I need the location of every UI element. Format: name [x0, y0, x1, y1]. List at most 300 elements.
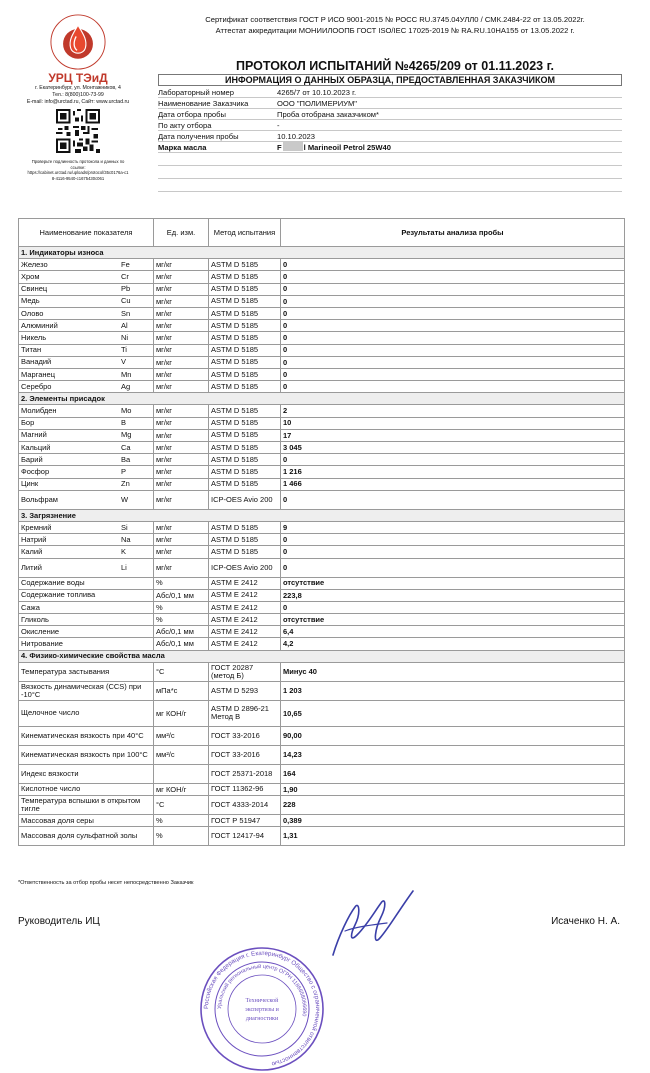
indicator-name: Хром [21, 272, 40, 282]
method-cell: ГОСТ 20287 (метод Б) [209, 662, 281, 681]
method-cell: ASTM E 2412 [209, 589, 281, 601]
indicator-name: Фосфор [21, 467, 50, 477]
table-row [19, 521, 625, 533]
method-cell: ASTM E 2412 [209, 577, 281, 589]
method-cell: ГОСТ 33-2016 [209, 745, 281, 764]
verification-line: Проверьте подлинность протокола и данных по [31, 159, 125, 165]
table-row [19, 783, 625, 795]
info-label: Лабораторный номер [158, 88, 234, 97]
svg-text:Технической: Технической [245, 998, 279, 1004]
oil-brand-label: Марка масла [158, 143, 207, 152]
info-value: Проба отобрана заказчиком* [277, 110, 379, 119]
table-row [19, 726, 625, 745]
indicator-cell [19, 521, 154, 533]
result-cell: Минус 40 [281, 662, 625, 681]
method-cell: ASTM D 5185 [209, 454, 281, 466]
result-cell: 0 [281, 307, 625, 319]
method-cell: ASTM E 2412 [209, 626, 281, 638]
organization-contacts [4, 85, 152, 105]
result-cell: 0 [281, 283, 625, 295]
contact-address: г. Екатеринбург, ул. Монтажников, 4 [35, 85, 121, 91]
result-cell: 10 [281, 417, 625, 429]
indicator-cell [19, 332, 154, 344]
indicator-name: Кальций [21, 442, 51, 452]
table-row [19, 662, 625, 681]
table-row [19, 271, 625, 283]
table-row [19, 546, 625, 558]
oil-brand-prefix: F [277, 143, 282, 152]
indicator-name: Бор [21, 418, 35, 428]
element-symbol: Ag [121, 381, 131, 391]
method-cell: ASTM D 5185 [209, 356, 281, 368]
indicator-name: Содержание воды [21, 578, 85, 588]
unit-cell: мПа*с [154, 681, 209, 700]
unit-cell: мг/кг [154, 283, 209, 295]
element-symbol: Mo [121, 406, 132, 416]
head-name: Исаченко Н. А. [551, 916, 620, 927]
organization-block [4, 14, 152, 181]
indicator-name: Свинец [21, 284, 48, 294]
indicator-name: Вязкость динамическая (CCS) при -10°С [21, 681, 142, 699]
result-cell: 0 [281, 381, 625, 393]
table-row [19, 614, 625, 626]
element-symbol: P [121, 467, 127, 477]
footnote: *Ответственность за отбор пробы несет непосредственно Заказчик [18, 880, 194, 886]
method-cell: ASTM D 5185 [209, 466, 281, 478]
unit-cell: мг/кг [154, 320, 209, 332]
method-cell: ASTM D 5293 [209, 681, 281, 700]
unit-cell: мг/кг [154, 429, 209, 441]
unit-cell: мг/кг [154, 295, 209, 307]
indicator-cell [19, 546, 154, 558]
section-header-row [19, 509, 625, 521]
table-row [19, 295, 625, 307]
element-symbol: Zn [121, 479, 130, 489]
indicator-name: Олово [21, 308, 44, 318]
table-row [19, 478, 625, 490]
organization-stamp-icon [198, 945, 326, 1073]
oil-brand-value [277, 142, 391, 152]
section-title: 2. Элементы присадок [19, 393, 625, 405]
result-cell: 0 [281, 320, 625, 332]
results-table [18, 218, 625, 846]
method-cell: ГОСТ Р 51947 [209, 815, 281, 827]
element-symbol: Ti [121, 345, 127, 355]
unit-cell: мг/кг [154, 521, 209, 533]
table-row [19, 368, 625, 380]
indicator-name: Массовая доля серы [21, 815, 94, 825]
info-row [158, 131, 622, 142]
result-cell: 17 [281, 429, 625, 441]
info-label: Наименование Заказчика [158, 99, 249, 108]
info-label: Дата отбора пробы [158, 110, 226, 119]
table-row [19, 827, 625, 846]
unit-cell: Абс/0,1 мм [154, 638, 209, 650]
method-cell: ASTM D 5185 [209, 417, 281, 429]
indicator-cell [19, 307, 154, 319]
indicator-name: Температура вспышки в открытом тигле [21, 796, 141, 813]
result-cell: 0 [281, 534, 625, 546]
result-cell: 0 [281, 546, 625, 558]
contact-phone: Тел.: 8(800)100-73-99 [52, 91, 104, 98]
empty-info-row [158, 166, 622, 179]
result-cell: 0 [281, 356, 625, 368]
indicator-name: Кинематическая вязкость при 100°С [21, 749, 148, 759]
verification-link[interactable]: 8-4116-9540-c1675430c061 [51, 175, 105, 181]
unit-cell: % [154, 577, 209, 589]
table-row [19, 405, 625, 417]
indicator-name: Серебро [21, 381, 52, 391]
unit-cell: мг/кг [154, 271, 209, 283]
info-value: - [277, 121, 280, 130]
indicator-cell [19, 259, 154, 271]
result-cell: 0 [281, 271, 625, 283]
element-symbol: Cr [121, 272, 129, 282]
unit-cell: мг/кг [154, 466, 209, 478]
element-symbol: Li [121, 562, 127, 572]
indicator-cell [19, 356, 154, 368]
element-symbol: Al [121, 320, 128, 330]
result-cell: 6,4 [281, 626, 625, 638]
indicator-cell [19, 827, 154, 846]
indicator-cell [19, 381, 154, 393]
indicator-name: Окисление [21, 626, 60, 636]
indicator-name: Нитрование [21, 639, 63, 649]
element-symbol: Si [121, 522, 128, 532]
indicator-cell [19, 626, 154, 638]
table-row [19, 796, 625, 815]
result-cell: 164 [281, 764, 625, 783]
indicator-cell [19, 783, 154, 795]
method-cell: ASTM D 5185 [209, 320, 281, 332]
unit-cell: мг/кг [154, 478, 209, 490]
indicator-cell [19, 429, 154, 441]
unit-cell: мг КОН/г [154, 700, 209, 726]
method-cell: ASTM D 5185 [209, 283, 281, 295]
table-row [19, 626, 625, 638]
unit-cell: °С [154, 662, 209, 681]
indicator-name: Железо [21, 259, 48, 269]
indicator-cell [19, 726, 154, 745]
unit-cell: мг/кг [154, 307, 209, 319]
info-row [158, 87, 622, 98]
info-label: По акту отбора [158, 121, 212, 130]
indicator-cell [19, 283, 154, 295]
unit-cell: мг/кг [154, 381, 209, 393]
element-symbol: Pb [121, 284, 131, 294]
indicator-cell [19, 589, 154, 601]
contact-email-site: E-mail: info@urctad.ru, Сайт: www.urctad.ru [26, 98, 130, 105]
section-header-row [19, 650, 625, 662]
indicator-name: Калий [21, 546, 43, 556]
result-cell: 4,2 [281, 638, 625, 650]
unit-cell: мг/кг [154, 368, 209, 380]
element-symbol: K [121, 546, 127, 556]
indicator-name: Магний [21, 430, 47, 440]
indicator-cell [19, 577, 154, 589]
head-label: Руководитель ИЦ [18, 916, 100, 927]
indicator-name: Никель [21, 332, 47, 342]
table-row [19, 259, 625, 271]
table-row [19, 307, 625, 319]
indicator-cell [19, 614, 154, 626]
indicator-name: Марганец [21, 369, 56, 379]
qr-code-icon[interactable] [56, 109, 100, 153]
unit-cell: мг/кг [154, 558, 209, 577]
verification-text [4, 159, 152, 181]
method-cell: ГОСТ 11362-96 [209, 783, 281, 795]
method-cell: ГОСТ 25371-2018 [209, 764, 281, 783]
result-cell: 2 [281, 405, 625, 417]
table-row [19, 490, 625, 509]
unit-cell: мм²/с [154, 726, 209, 745]
section-header-row [19, 247, 625, 259]
table-row [19, 601, 625, 613]
empty-info-row [158, 179, 622, 192]
element-symbol: Ba [121, 454, 131, 464]
element-symbol: V [121, 357, 127, 367]
result-cell: 223,8 [281, 589, 625, 601]
table-row [19, 558, 625, 577]
result-cell: 1,31 [281, 827, 625, 846]
method-cell: ASTM D 5185 [209, 381, 281, 393]
table-row [19, 356, 625, 368]
element-symbol: Sn [121, 308, 131, 318]
indicator-cell [19, 405, 154, 417]
table-row [19, 577, 625, 589]
indicator-name: Ванадий [21, 357, 52, 367]
empty-info-row [158, 153, 622, 166]
signature-icon [315, 885, 425, 965]
unit-cell: % [154, 601, 209, 613]
svg-text:Уральский региональный центр О: Уральский региональный центр ОГРН 1186658066690 [216, 963, 308, 1017]
result-cell: 0 [281, 558, 625, 577]
indicator-cell [19, 662, 154, 681]
indicator-cell [19, 745, 154, 764]
indicator-cell [19, 417, 154, 429]
unit-cell: Абс/0,1 мм [154, 626, 209, 638]
column-header-name: Наименование показателя [19, 219, 154, 247]
result-cell: 0 [281, 490, 625, 509]
result-cell: 0 [281, 344, 625, 356]
indicator-name: Алюминий [21, 320, 58, 330]
info-label: Дата получения пробы [158, 132, 239, 141]
indicator-name: Цинк [21, 479, 39, 489]
method-cell: ASTM D 5185 [209, 429, 281, 441]
unit-cell: мг/кг [154, 332, 209, 344]
method-cell: ASTM D 5185 [209, 344, 281, 356]
indicator-cell [19, 344, 154, 356]
info-value: 10.10.2023 [277, 132, 316, 141]
redaction-box [283, 142, 303, 151]
indicator-cell [19, 442, 154, 454]
indicator-name: Гликоль [21, 614, 49, 624]
column-header-method: Метод испытания [209, 219, 281, 247]
result-cell: 0 [281, 332, 625, 344]
info-section-title: ИНФОРМАЦИЯ О ДАННЫХ ОБРАЗЦА, ПРЕДОСТАВЛЕННАЯ ЗАКАЗЧИКОМ [158, 74, 622, 86]
method-cell: ASTM D 5185 [209, 332, 281, 344]
protocol-title: ПРОТОКОЛ ИСПЫТАНИЙ №4265/209 от 01.11.2023 г. [235, 59, 555, 73]
table-row [19, 534, 625, 546]
result-cell: 1 216 [281, 466, 625, 478]
unit-cell [154, 764, 209, 783]
info-value: ООО "ПОЛИМЕРИУМ" [277, 99, 358, 108]
method-cell: ГОСТ 12417-94 [209, 827, 281, 846]
indicator-name: Барий [21, 454, 43, 464]
unit-cell: мг КОН/г [154, 783, 209, 795]
element-symbol: Ni [121, 332, 129, 342]
table-row [19, 466, 625, 478]
unit-cell: % [154, 614, 209, 626]
table-row [19, 681, 625, 700]
table-row [19, 638, 625, 650]
method-cell: ASTM D 5185 [209, 307, 281, 319]
certificates [158, 14, 632, 36]
table-row [19, 589, 625, 601]
svg-text:Российская Федерация г. Екатер: Российская Федерация г. Екатеринбург Общество с ограниченной ответственностью [202, 949, 322, 1068]
method-cell: ICP-OES Avio 200 [209, 490, 281, 509]
table-row [19, 815, 625, 827]
accreditation-line: Аттестат аккредитации МОНИИЛООПБ ГОСТ ISO/IEC 17025-2019 № RA.RU.10НА155 от 13.05.2022 г. [215, 26, 575, 35]
indicator-cell [19, 700, 154, 726]
indicator-name: Натрий [21, 534, 47, 544]
method-cell: ASTM D 5185 [209, 405, 281, 417]
unit-cell: мг/кг [154, 454, 209, 466]
unit-cell: °С [154, 796, 209, 815]
element-symbol: B [121, 418, 127, 428]
result-cell: 14,23 [281, 745, 625, 764]
result-cell: 90,00 [281, 726, 625, 745]
indicator-cell [19, 815, 154, 827]
table-row [19, 283, 625, 295]
indicator-cell [19, 490, 154, 509]
indicator-name: Вольфрам [21, 494, 58, 504]
indicator-name: Медь [21, 296, 40, 306]
element-symbol: Mg [121, 430, 132, 440]
sample-info [158, 87, 622, 192]
section-title: 1. Индикаторы износа [19, 247, 625, 259]
table-row [19, 442, 625, 454]
info-row [158, 120, 622, 131]
result-cell: 1 203 [281, 681, 625, 700]
result-cell: 0 [281, 259, 625, 271]
method-cell: ASTM D 5185 [209, 368, 281, 380]
result-cell: 228 [281, 796, 625, 815]
element-symbol: Fe [121, 259, 130, 269]
element-symbol: Mn [121, 369, 132, 379]
indicator-name: Сажа [21, 602, 40, 612]
element-symbol: Na [121, 534, 131, 544]
unit-cell: мг/кг [154, 534, 209, 546]
indicator-cell [19, 295, 154, 307]
table-row [19, 344, 625, 356]
unit-cell: мг/кг [154, 356, 209, 368]
indicator-name: Содержание топлива [21, 590, 96, 600]
indicator-cell [19, 478, 154, 490]
indicator-name: Температура застывания [21, 666, 110, 676]
column-header-result: Результаты анализа пробы [281, 219, 625, 247]
indicator-cell [19, 638, 154, 650]
section-title: 4. Физико-химические свойства масла [19, 650, 625, 662]
unit-cell: % [154, 827, 209, 846]
method-cell: ASTM D 5185 [209, 478, 281, 490]
info-value: 4265/7 от 10.10.2023 г. [277, 88, 357, 97]
indicator-cell [19, 534, 154, 546]
indicator-name: Индекс вязкости [21, 768, 79, 778]
result-cell: 0 [281, 601, 625, 613]
oil-brand-suffix: l Marineoil Petrol 25W40 [303, 143, 391, 152]
method-cell: ASTM D 5185 [209, 534, 281, 546]
result-cell: 0 [281, 368, 625, 380]
unit-cell: мг/кг [154, 405, 209, 417]
result-cell: 10,65 [281, 700, 625, 726]
method-cell: ГОСТ 4333-2014 [209, 796, 281, 815]
verification-line: ссылке: [70, 164, 86, 170]
method-cell: ICP-OES Avio 200 [209, 558, 281, 577]
method-cell: ASTM D 5185 [209, 521, 281, 533]
info-row [158, 98, 622, 109]
table-row [19, 764, 625, 783]
indicator-cell [19, 681, 154, 700]
unit-cell: мг/кг [154, 546, 209, 558]
indicator-name: Кинематическая вязкость при 40°С [21, 730, 144, 740]
table-row [19, 381, 625, 393]
unit-cell: мг/кг [154, 417, 209, 429]
section-title: 3. Загрязнение [19, 509, 625, 521]
table-row [19, 417, 625, 429]
unit-cell: мг/кг [154, 259, 209, 271]
method-cell: ASTM E 2412 [209, 614, 281, 626]
unit-cell: мг/кг [154, 344, 209, 356]
indicator-cell [19, 454, 154, 466]
element-symbol: W [121, 494, 129, 504]
table-row [19, 429, 625, 441]
organization-logo-icon [50, 14, 106, 70]
section-header-row [19, 393, 625, 405]
element-symbol: Ca [121, 442, 131, 452]
method-cell: ASTM D 5185 [209, 259, 281, 271]
table-header-row [19, 219, 625, 247]
svg-text:экспертизы и: экспертизы и [245, 1007, 279, 1013]
result-cell: 3 045 [281, 442, 625, 454]
unit-cell: мг/кг [154, 442, 209, 454]
indicator-cell [19, 466, 154, 478]
svg-text:диагностики: диагностики [245, 1016, 279, 1022]
method-cell: ASTM D 2896-21 Метод В [209, 700, 281, 726]
organization-name: УРЦ ТЭиД [48, 71, 108, 85]
table-row [19, 320, 625, 332]
unit-cell: % [154, 815, 209, 827]
indicator-cell [19, 601, 154, 613]
unit-cell: Абс/0,1 мм [154, 589, 209, 601]
results-body [19, 247, 625, 846]
indicator-cell [19, 764, 154, 783]
method-cell: ASTM E 2412 [209, 638, 281, 650]
element-symbol: Cu [121, 296, 131, 306]
table-row [19, 745, 625, 764]
indicator-cell [19, 320, 154, 332]
table-row [19, 332, 625, 344]
method-cell: ASTM D 5185 [209, 546, 281, 558]
indicator-cell [19, 558, 154, 577]
unit-cell: мм²/с [154, 745, 209, 764]
verification-link[interactable]: https://cabinet.urctad.ru/uploads/protocol/35c0176a-c1 [27, 170, 129, 176]
indicator-cell [19, 271, 154, 283]
indicator-name: Кремний [21, 522, 52, 532]
indicator-name: Щелочное число [21, 708, 80, 718]
indicator-cell [19, 796, 154, 815]
method-cell: ASTM E 2412 [209, 601, 281, 613]
